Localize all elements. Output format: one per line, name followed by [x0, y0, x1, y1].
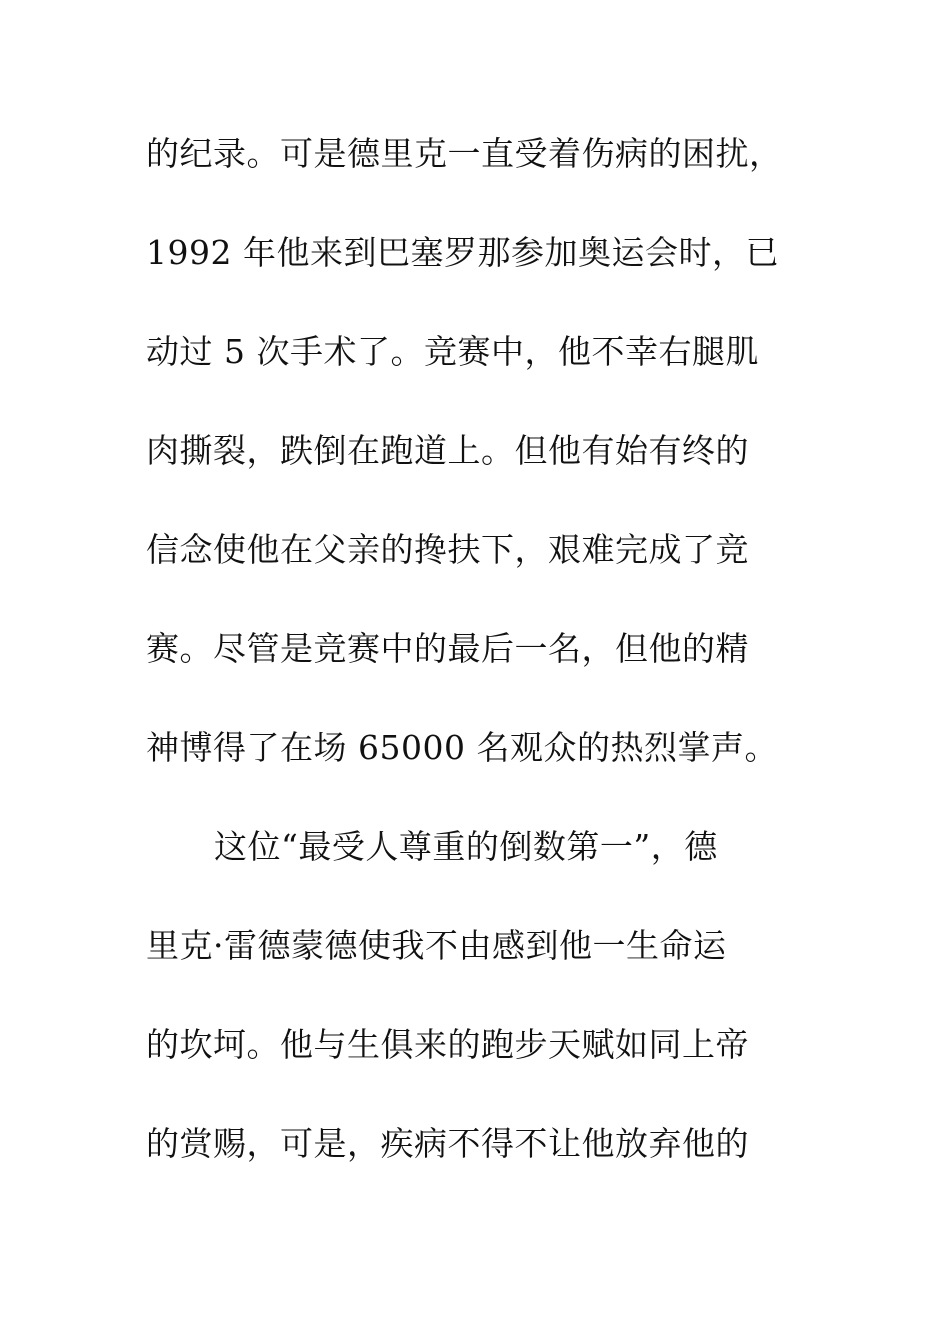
- document-body-text: [146, 122, 806, 1211]
- text-line-11: 的赏赐，可是，疾病不得不让他放弃他的: [146, 1124, 749, 1163]
- text-line-5: 信念使他在父亲的搀扶下，艰难完成了竞: [146, 530, 749, 569]
- text-line-2: 1992 年他来到巴塞罗那参加奥运会时，已: [146, 233, 779, 272]
- text-line-7: 神博得了在场 65000 名观众的热烈掌声。: [146, 728, 778, 767]
- text-line-6: 赛。尽管是竞赛中的最后一名，但他的精: [146, 629, 749, 668]
- text-line-10: 的坎坷。他与生俱来的跑步天赋如同上帝: [146, 1025, 749, 1064]
- text-line-3: 动过 5 次手术了。竞赛中，他不幸右腿肌: [146, 332, 759, 371]
- text-line-9: 里克·雷德蒙德使我不由感到他一生命运: [146, 926, 727, 965]
- text-line-1: 的纪录。可是德里克一直受着伤病的困扰，: [146, 134, 783, 173]
- paragraph-start-line: 这位“最受人尊重的倒数第一”，德: [214, 827, 718, 866]
- text-line-4: 肉撕裂，跌倒在跑道上。但他有始有终的: [146, 431, 749, 470]
